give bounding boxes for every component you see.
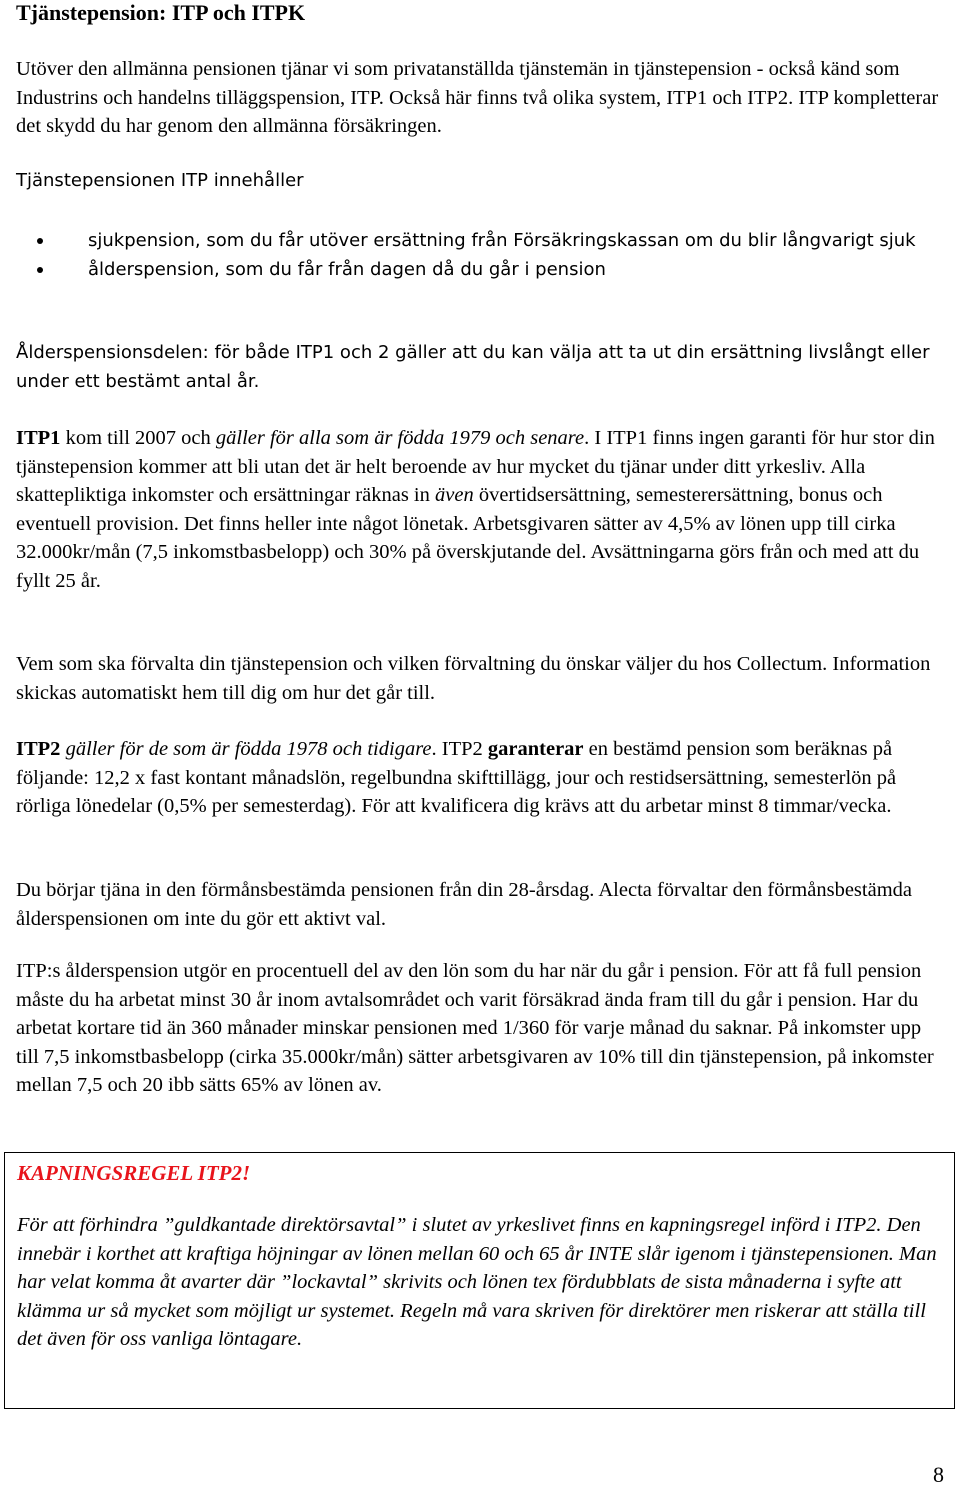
itp1-paragraph: ITP1 kom till 2007 och gäller för alla som är födda 1979 och senare. I ITP1 finns ingen garanti för hur stor din tjänstepension kommer att bli utan det är helt beroende av hur mycket du tjänar under ditt yrkesliv. Alla skattepliktiga inkomster och ersättningar räknas in även övertidsersättning, semesterersättning, bonus och eventuell provision. Det finns heller inte något lönetak. Arbetsgivaren sätter av 4,5% av lönen upp till cirka 32.000kr/mån (7,5 inkomstbasbelopp) och 30% på överskjutande del. Avsättningarna görs från och med att du fyllt 25 år. bbox=[16, 427, 935, 592]
itp-contents-list bbox=[16, 226, 946, 284]
list-item: ålderspension, som du får från dagen då du går i pension bbox=[16, 255, 946, 284]
itp-pension-paragraph: ITP:s ålderspension utgör en procentuell del av den lön som du har när du går i pension. För att få full pension måste du ha arbetat minst 30 år inom avtalsområdet och varit försäkrad ända fram till du går i pension. Har du arbetat kortare tid än 360 månader minskar pensionen med 1/360 för varje månad du saknar. På inkomster upp till 7,5 inkomstbasbelopp (cirka 35.000kr/mån) sätter arbetsgivaren av 10% till din tjänstepension, på inkomster mellan 7,5 och 20 ibb sätts 65% av lönen av. bbox=[16, 960, 934, 1096]
list-item: sjukpension, som du får utöver ersättning från Försäkringskassan om du blir långvarigt sjuk bbox=[16, 226, 946, 255]
collectum-paragraph: Vem som ska förvalta din tjänstepension och vilken förvaltning du önskar väljer du hos Collectum. Information skickas automatiskt hem till dig om hur det går till. bbox=[16, 653, 931, 704]
kapningsregel-box bbox=[4, 1152, 955, 1409]
page-title: Tjänstepension: ITP och ITPK bbox=[16, 0, 306, 25]
page-number: 8 bbox=[933, 1462, 944, 1487]
itp2-paragraph: ITP2 gäller för de som är födda 1978 och tidigare. ITP2 garanterar en bestämd pension som beräknas på följande: 12,2 x fast kontant månadslön, regelbundna skifttillägg, jour och restidsersättning, semesterlön på rörliga lönedelar (0,5% per semesterdag). För att kvalificera dig krävs att du arbetar minst 8 timmar/vecka. bbox=[16, 738, 897, 817]
alecta-paragraph: Du börjar tjäna in den förmånsbestämda pensionen från din 28-årsdag. Alecta förvaltar den förmånsbestämda ålderspensionen om inte du gör ett aktivt val. bbox=[16, 879, 912, 930]
itp-contains-heading: Tjänstepensionen ITP innehåller bbox=[16, 170, 304, 191]
box-text: För att förhindra ”guldkantade direktörsavtal” i slutet av yrkeslivet finns en kapningsregel införd i ITP2. Den innebär i korthet att kraftiga höjningar av lönen mellan 60 och 65 år INTE slår igenom i tjänstepensionen. Man har velat komma åt avarter där ”lockavtal” skrivits och lönen tex fördubblats de sista månaderna i syfte att klämma ur så mycket som möjligt ur systemet. Regeln må vara skriven för direktörer men riskerar att ställa till det även för oss vanliga löntagare. bbox=[17, 1214, 937, 1351]
bullet-icon bbox=[37, 267, 43, 273]
box-title: KAPNINGSREGEL ITP2! bbox=[17, 1161, 251, 1185]
intro-paragraph: Utöver den allmänna pensionen tjänar vi som privatanställda tjänstemän in tjänstepension - också känd som Industrins och handelns tilläggspension, ITP. Också här finns två olika system, ITP1 och ITP2. ITP kompletterar det skydd du har genom den allmänna försäkringen. bbox=[16, 58, 939, 137]
age-part-paragraph: Ålderspensionsdelen: för både ITP1 och 2 gäller att du kan välja att ta ut din ersättning livslångt eller under ett bestämt antal år. bbox=[16, 342, 930, 392]
bullet-icon bbox=[37, 238, 43, 244]
